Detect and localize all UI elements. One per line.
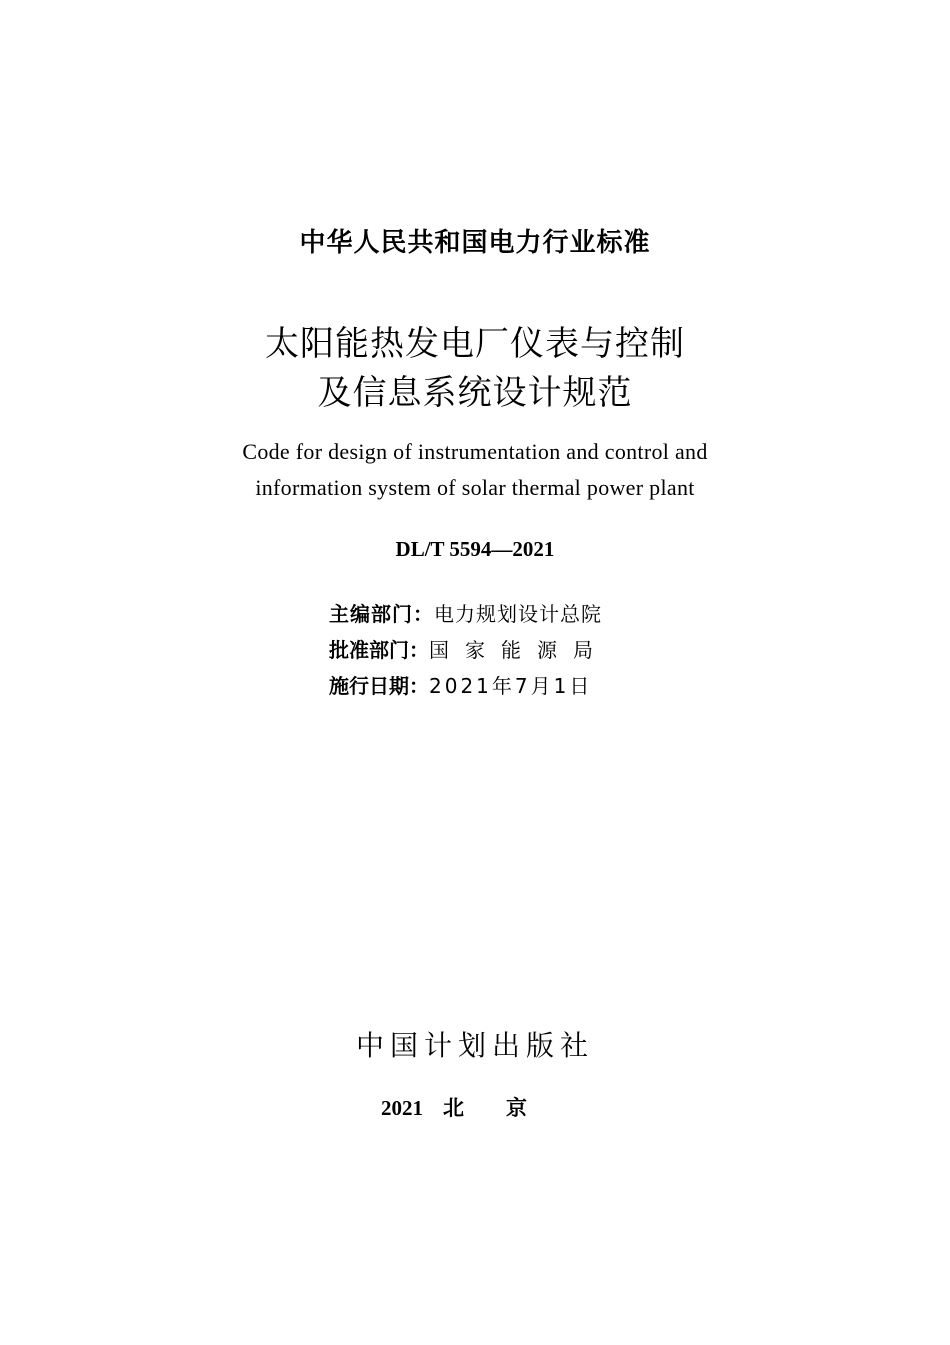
editor-department-label: 主编部门： [329, 602, 434, 626]
english-title-line-1: Code for design of instrumentation and control and [242, 439, 708, 464]
approver-department-label: 批准部门： [329, 638, 429, 662]
imprint-year: 2021 [381, 1096, 423, 1120]
publisher-name: 中国计划出版社 [355, 1029, 594, 1062]
standard-category-header: 中华人民共和国电力行业标准 [299, 228, 651, 258]
english-title-line-2: information system of solar thermal power plant [255, 475, 695, 500]
effective-date-value: 2021年7月1日 [429, 674, 593, 698]
editor-department-row [329, 598, 602, 627]
chinese-title-line-1: 太阳能热发电厂仪表与控制 [265, 324, 685, 364]
approver-department-row [329, 634, 609, 663]
standard-code: DL/T 5594—2021 [395, 537, 555, 561]
editor-department-value: 电力规划设计总院 [434, 602, 602, 626]
chinese-title-line-2: 及信息系统设计规范 [317, 373, 633, 413]
effective-date-row [329, 670, 592, 699]
approver-department-value: 国家能源局 [429, 638, 609, 662]
imprint-line [0, 1092, 950, 1122]
effective-date-label: 施行日期： [329, 674, 429, 698]
imprint-city: 北京 [443, 1096, 569, 1120]
